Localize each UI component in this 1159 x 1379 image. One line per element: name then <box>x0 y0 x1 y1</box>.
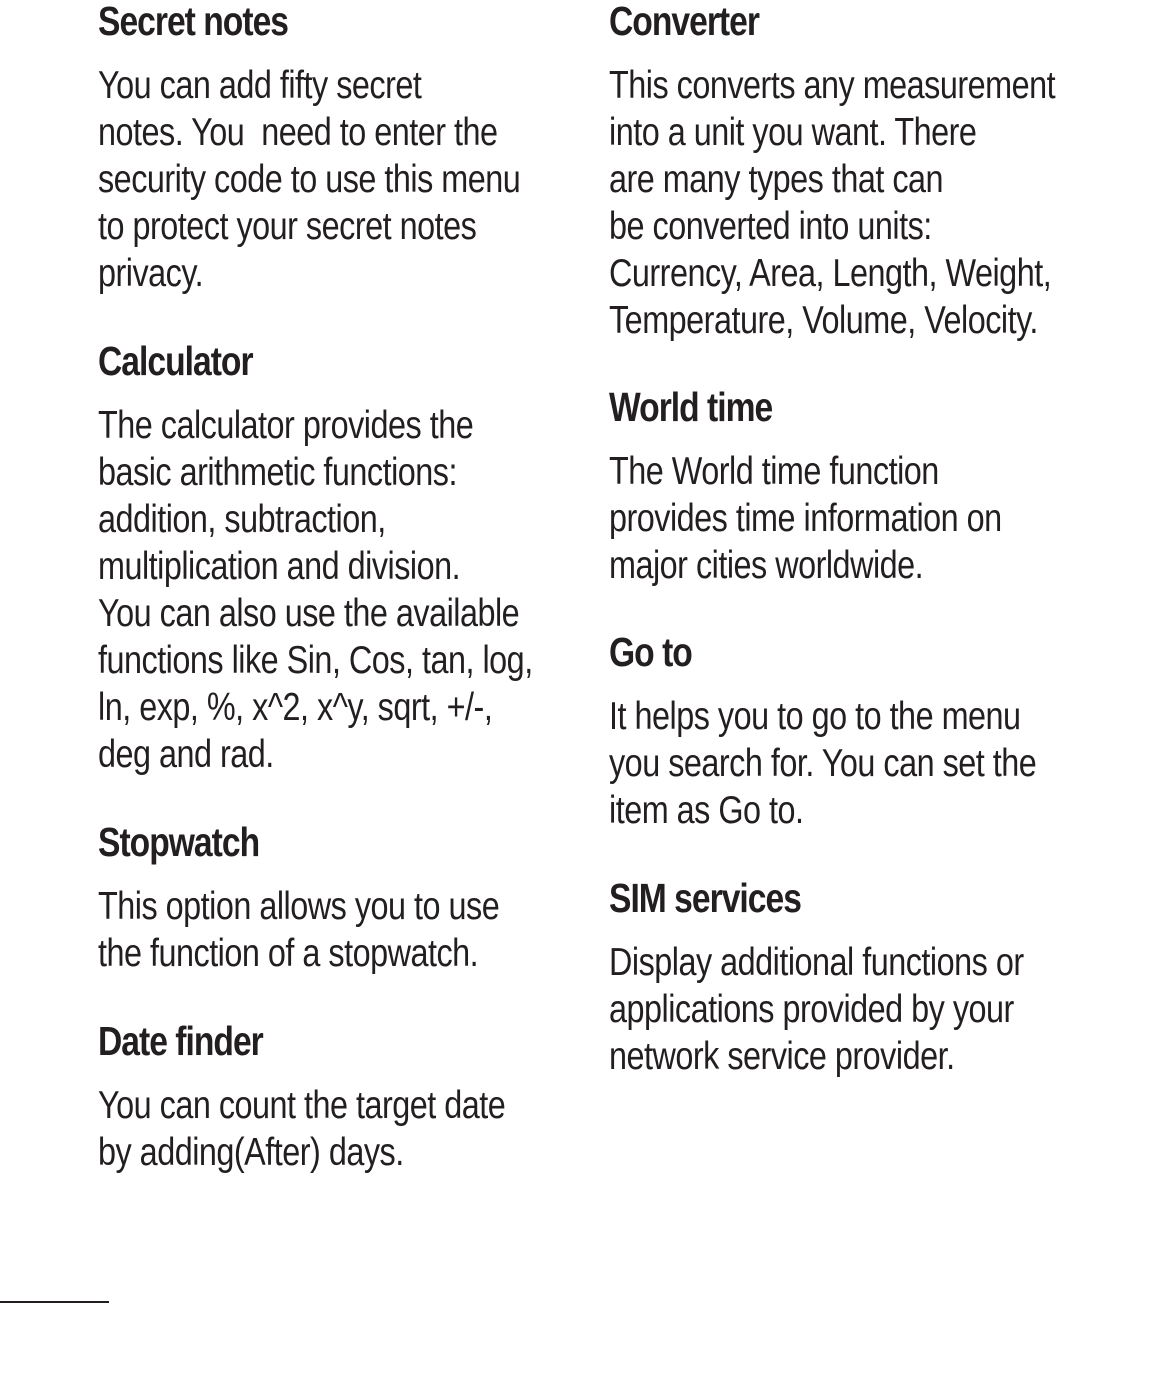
body-line: ln, exp, %, x^2, x^y, sqrt, +/-, <box>98 686 493 729</box>
section-calculator <box>98 336 578 778</box>
body-line: you search for. You can set the <box>609 742 1037 785</box>
body-line: applications provided by your <box>609 988 1014 1031</box>
body-line: provides time information on <box>609 497 1002 540</box>
section-body <box>609 62 1056 344</box>
body-line: basic arithmetic functions: <box>98 451 457 494</box>
body-line: You can add fifty secret <box>98 64 422 107</box>
section-title: Converter <box>609 0 759 44</box>
section-body <box>609 693 1041 834</box>
section-title: Go to <box>609 629 692 675</box>
body-line: item as Go to. <box>609 789 804 832</box>
body-line: major cities worldwide. <box>609 544 924 587</box>
body-line: the function of a stopwatch. <box>98 932 479 975</box>
body-line: network service provider. <box>609 1035 955 1078</box>
section-body <box>98 883 500 977</box>
section-body <box>98 1082 506 1176</box>
body-line: deg and rad. <box>98 733 274 776</box>
body-line: notes. You need to enter the <box>98 111 498 154</box>
body-line: security code to use this menu <box>98 158 521 201</box>
body-line: This converts any measurement <box>609 64 1056 107</box>
body-line: addition, subtraction, <box>98 498 386 541</box>
body-line: Temperature, Volume, Velocity. <box>609 299 1038 342</box>
section-title: Date finder <box>98 1018 263 1064</box>
body-line: functions like Sin, Cos, tan, log, <box>98 639 533 682</box>
section-body <box>98 402 533 778</box>
section-sim-services <box>609 873 1129 1080</box>
body-line: Display additional functions or <box>609 941 1024 984</box>
body-line: Currency, Area, Length, Weight, <box>609 252 1052 295</box>
section-converter <box>609 0 1129 344</box>
body-line: are many types that can <box>609 158 944 201</box>
section-title: SIM services <box>609 875 801 921</box>
footer-rule <box>0 1301 109 1303</box>
section-secret-notes <box>98 0 578 297</box>
body-line: be converted into units: <box>609 205 932 248</box>
section-title: Secret notes <box>98 0 288 44</box>
section-body <box>98 62 521 297</box>
section-title: World time <box>609 384 773 430</box>
section-date-finder <box>98 1016 578 1176</box>
body-line: privacy. <box>98 252 204 295</box>
body-line: The World time function <box>609 450 939 493</box>
section-body <box>609 448 1041 589</box>
body-line: It helps you to go to the menu <box>609 695 1021 738</box>
body-line: The calculator provides the <box>98 404 474 447</box>
section-world-time <box>609 382 1129 589</box>
body-line: to protect your secret notes <box>98 205 477 248</box>
body-line: by adding(After) days. <box>98 1131 404 1174</box>
section-stopwatch <box>98 817 578 977</box>
body-line: into a unit you want. There <box>609 111 977 154</box>
section-body <box>609 939 1041 1080</box>
body-line: You can count the target date <box>98 1084 506 1127</box>
section-go-to <box>609 627 1129 834</box>
body-line: This option allows you to use <box>98 885 500 928</box>
section-title: Calculator <box>98 338 253 384</box>
body-line: multiplication and division. <box>98 545 461 588</box>
body-line: You can also use the available <box>98 592 520 635</box>
section-title: Stopwatch <box>98 819 260 865</box>
